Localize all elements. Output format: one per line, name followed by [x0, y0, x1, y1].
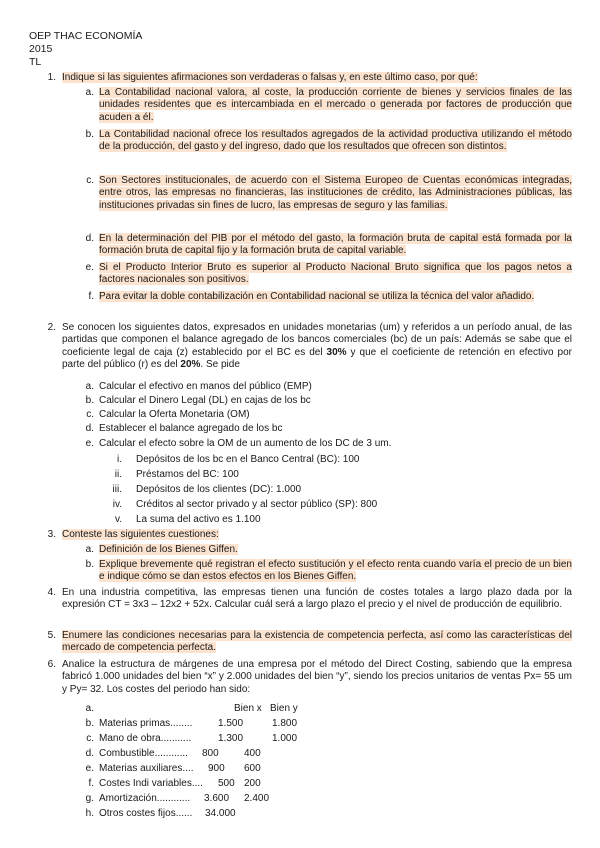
- q6-c-y: 1.000: [272, 733, 298, 744]
- q1-number: 1.: [47, 72, 56, 83]
- q1-item-b: [99, 129, 572, 154]
- q2-iv-marker: iv.: [112, 499, 122, 510]
- q2-e-text: Calcular el efecto sobre la OM de un aumento de los DC de 3 um.: [99, 438, 392, 449]
- q1-d-text: En la determinación del PIB por el método del gasto, la formación bruta de capital está formada por la formación bruta de capital fijo y la formación bruta de capital variable.: [99, 233, 572, 257]
- q2-text-post: . Se pide: [200, 359, 240, 371]
- q1-c-marker: c.: [86, 175, 94, 186]
- q2-b-text: Calcular el Dinero Legal (DL) en cajas de los bc: [99, 395, 311, 406]
- q1-item-c: [99, 175, 572, 212]
- q2-c-marker: c.: [86, 409, 94, 420]
- q3-item-a: [99, 544, 572, 556]
- q6-c-marker: c.: [86, 733, 94, 744]
- q2-e-marker: e.: [85, 438, 94, 449]
- q6-b-x: 1.500: [218, 718, 244, 729]
- q2-number: 2.: [47, 322, 56, 333]
- q6-d-x: 800: [202, 748, 219, 759]
- q2-i-text: Depósitos de los bc en el Banco Central (BC): 100: [136, 454, 360, 465]
- q3-statement: [62, 529, 572, 541]
- q1-f-marker: f.: [88, 291, 94, 302]
- q2-statement: [62, 322, 572, 372]
- q6-e-y: 600: [244, 763, 261, 774]
- q6-h-marker: h.: [85, 808, 94, 819]
- q3-text: Conteste las siguientes cuestiones:: [62, 529, 219, 540]
- q6-h-x: 34.000: [205, 808, 236, 819]
- q6-f-y: 200: [244, 778, 261, 789]
- q1-c-text: Son Sectores institucionales, de acuerdo con el Sistema Europeo de Cuentas económicas integradas, entre otros, las empresas no financieras, las instituciones de crédito, las Administraciones públicas, las instituciones privadas sin fines de lucro, las empresas de seguro y las familias.: [99, 175, 572, 211]
- q6-c-x: 1.300: [218, 733, 244, 744]
- q2-pct-caja: 30%: [326, 346, 347, 358]
- q1-statement: [62, 72, 572, 84]
- header-year: 2015: [29, 43, 53, 55]
- q2-ii-text: Préstamos del BC: 100: [136, 469, 239, 480]
- header-title: OEP THAC ECONOMÍA: [29, 30, 143, 42]
- q2-iii-text: Depósitos de los clientes (DC): 1.000: [136, 484, 302, 495]
- q6-e-label: Materias auxiliares....: [99, 763, 194, 774]
- q6-header-y: Bien y: [270, 703, 298, 714]
- q1-b-marker: b.: [85, 129, 94, 140]
- q2-pct-retencion: 20%: [180, 359, 201, 371]
- q1-f-text: Para evitar la doble contabilización en Contabilidad nacional se utiliza la técnica del valor añadido.: [99, 291, 535, 302]
- q2-ii-marker: ii.: [114, 469, 122, 480]
- q3-item-b: [99, 559, 572, 584]
- q2-d-marker: d.: [85, 423, 94, 434]
- q1-item-e: [99, 262, 572, 287]
- q6-text: Analice la estructura de márgenes de una empresa por el método del Direct Costing, sabiendo que la empresa fabricó 1.000 unidades del bien “x” y 2.000 unidades del bien “y”, siendo los precios unitarios de ventas Px= 55 um y Py= 32. Los costes del periodo han sido:: [62, 659, 572, 695]
- q2-v-marker: v.: [114, 514, 122, 525]
- q6-d-y: 400: [244, 748, 261, 759]
- q1-a-text: La Contabilidad nacional valora, al coste, la producción corriente de bienes y servicios finales de las unidades residentes que es intercambiada en el mercado o generada por factores de producción que acuden a él.: [99, 87, 572, 123]
- q1-item-d: [99, 233, 572, 258]
- q2-d-text: Establecer el balance agregado de los bc: [99, 423, 283, 434]
- q1-d-marker: d.: [85, 233, 94, 244]
- q6-h-label: Otros costes fijos......: [99, 808, 193, 819]
- header-initials: TL: [29, 56, 42, 68]
- q2-v-text: La suma del activo es 1.100: [136, 514, 261, 525]
- q3-b-text: Explique brevemente qué registran el efecto sustitución y el efecto renta cuando varía el precio de un bien e indique cómo se dan estos efectos en los Bienes Giffen.: [99, 559, 572, 583]
- q6-f-x: 500: [218, 778, 235, 789]
- q1-e-marker: e.: [85, 262, 94, 273]
- q2-text-mid: y que el coeficiente de retención en efectivo por parte del público (r) es del: [62, 346, 572, 371]
- q6-header-x: Bien x: [234, 703, 262, 714]
- q1-item-f: [99, 291, 572, 303]
- q6-b-label: Materias primas........: [99, 718, 193, 729]
- q1-text: Indique si las siguientes afirmaciones son verdaderas o falsas y, en este último caso, por qué:: [62, 72, 478, 83]
- q2-text-pre: Se conocen los siguientes datos, expresados en unidades monetarias (um) y referidos a un período anual, de las partidas que componen el balance agregado de los bancos comerciales (bc) de un país: Además se sabe que el coeficiente legal de caja (z) establecido por el BC es del: [62, 322, 572, 358]
- q5-statement: [62, 630, 572, 655]
- q6-number: 6.: [47, 659, 56, 670]
- q3-a-text: Definición de los Bienes Giffen.: [99, 544, 238, 555]
- q5-number: 5.: [47, 630, 56, 641]
- q2-a-marker: a.: [85, 381, 94, 392]
- q6-e-marker: e.: [85, 763, 94, 774]
- q2-c-text: Calcular la Oferta Monetaria (OM): [99, 409, 250, 420]
- q5-text: Enumere las condiciones necesarias para la existencia de competencia perfecta, así como las características del mercado de competencia perfecta.: [62, 630, 572, 654]
- q6-c-label: Mano de obra...........: [99, 733, 192, 744]
- q1-item-a: [99, 87, 572, 124]
- q2-a-text: Calcular el efectivo en manos del público (EMP): [99, 381, 312, 392]
- q3-number: 3.: [47, 529, 56, 540]
- q1-e-text: Si el Producto Interior Bruto es superior al Producto Nacional Bruto significa que los pagos netos a factores nacionales son positivos.: [99, 262, 572, 286]
- q6-g-x: 3.600: [204, 793, 230, 804]
- q6-b-marker: b.: [85, 718, 94, 729]
- q2-iv-text: Créditos al sector privado y al sector público (SP): 800: [136, 499, 378, 510]
- q6-g-label: Amortización............: [99, 793, 191, 804]
- q6-d-label: Combustible............: [99, 748, 188, 759]
- q2-b-marker: b.: [85, 395, 94, 406]
- q6-f-marker: f.: [88, 778, 94, 789]
- q6-a-marker: a.: [85, 703, 94, 714]
- q6-d-marker: d.: [85, 748, 94, 759]
- q2-iii-marker: iii.: [112, 484, 122, 495]
- q6-f-label: Costes Indi variables....: [99, 778, 203, 789]
- q1-b-text: La Contabilidad nacional ofrece los resultados agregados de la actividad productiva utilizando el método de la producción, del gasto y del ingreso, dado que los resultados que ofrecen son distintos.: [99, 129, 572, 153]
- q6-e-x: 900: [208, 763, 225, 774]
- q3-a-marker: a.: [85, 544, 94, 555]
- q6-g-marker: g.: [85, 793, 94, 804]
- q2-i-marker: i.: [117, 454, 122, 465]
- q6-g-y: 2.400: [244, 793, 270, 804]
- q3-b-marker: b.: [85, 559, 94, 570]
- q4-text: En una industria competitiva, las empresas tienen una función de costes totales a largo plazo dada por la expresión CT = 3x3 – 12x2 + 52x. Calcular cuál será a largo plazo el precio y el nivel de producción de equilibrio.: [62, 587, 572, 611]
- q1-a-marker: a.: [85, 87, 94, 98]
- q4-number: 4.: [47, 587, 56, 598]
- q6-b-y: 1.800: [272, 718, 298, 729]
